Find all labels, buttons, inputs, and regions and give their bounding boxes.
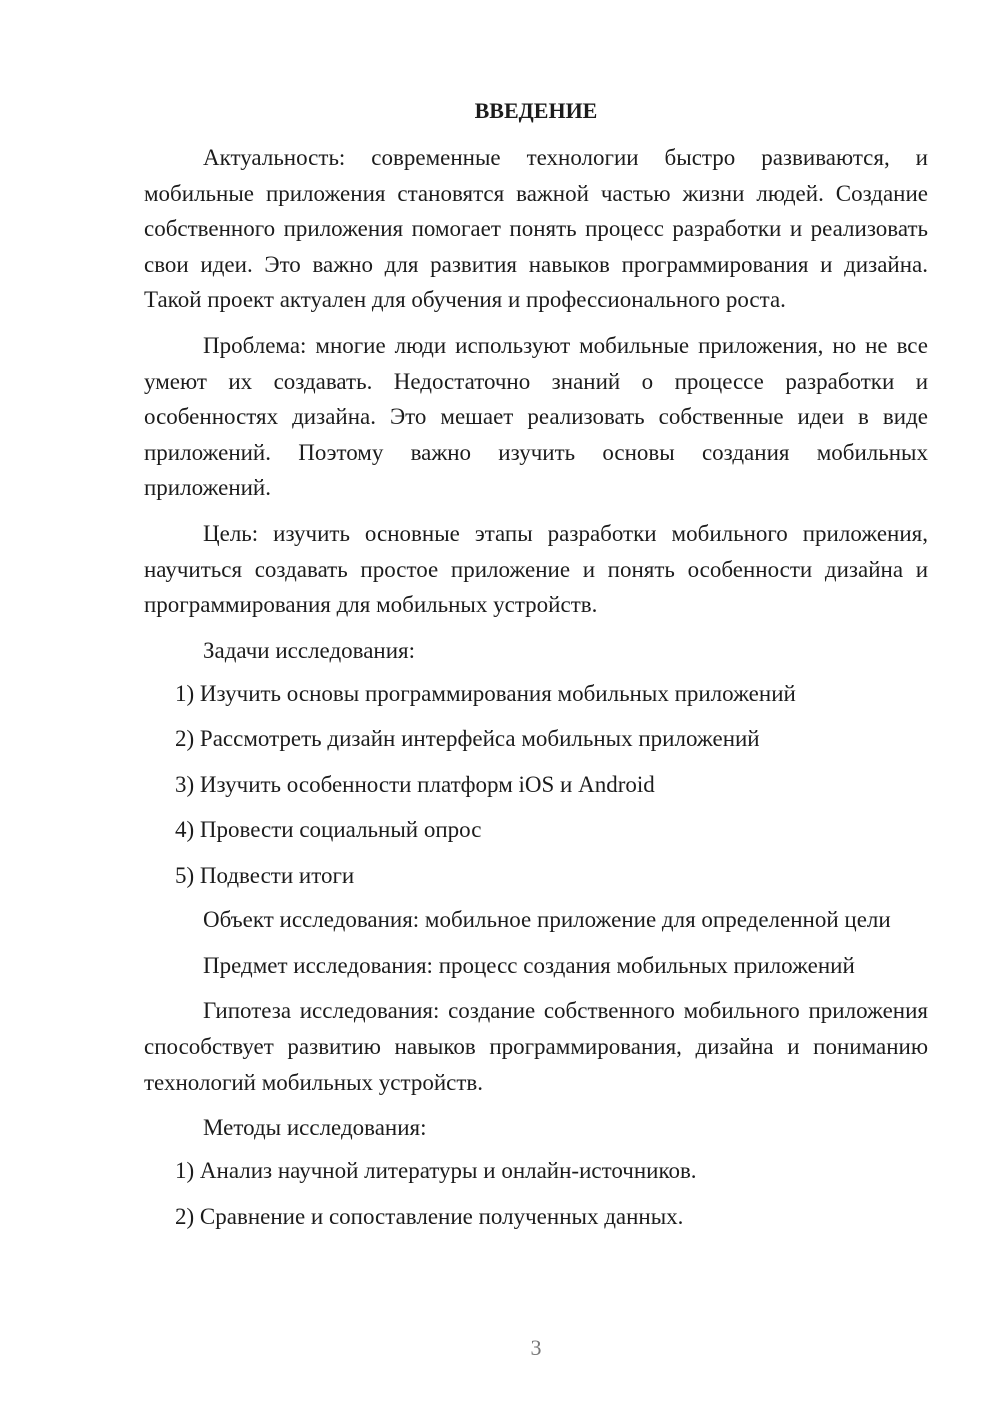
- list-item: 2) Рассмотреть дизайн интерфейса мобильных приложений: [175, 726, 760, 752]
- problem-paragraph: Проблема: многие люди используют мобильные приложения, но не все умеют их создавать. Недостаточно знаний о процессе разработки и особенностях дизайна. Это мешает реализовать собственные идеи в виде приложений. Поэтому важно изучить основы создания мобильных приложений.: [144, 332, 928, 501]
- methods-heading: Методы исследования:: [203, 1115, 427, 1141]
- object-paragraph: Объект исследования: мобильное приложение для определенной цели: [203, 907, 891, 933]
- page-number: 3: [530, 1335, 542, 1360]
- goal-paragraph: Цель: изучить основные этапы разработки мобильного приложения, научиться создавать простое приложение и понять особенности дизайна и программирования для мобильных устройств.: [144, 520, 928, 618]
- list-item: 2) Сравнение и сопоставление полученных данных.: [175, 1203, 684, 1229]
- list-item: 1) Изучить основы программирования мобильных приложений: [175, 680, 796, 706]
- methods-list: [144, 1148, 928, 1239]
- list-item: 3) Изучить особенности платформ iOS и Android: [175, 771, 655, 797]
- list-item: 1) Анализ научной литературы и онлайн-источников.: [175, 1158, 697, 1184]
- tasks-list: [144, 671, 928, 899]
- tasks-heading: Задачи исследования:: [203, 637, 416, 663]
- list-item: 4) Провести социальный опрос: [175, 817, 482, 843]
- subject-paragraph: Предмет исследования: процесс создания мобильных приложений: [203, 952, 855, 978]
- relevance-paragraph: Актуальность: современные технологии быстро развиваются, и мобильные приложения становятся важной частью жизни людей. Создание собственного приложения помогает понять процесс разработки и реализовать свои идеи. Это важно для развития навыков программирования и дизайна. Такой проект актуален для обучения и профессионального роста.: [144, 145, 928, 313]
- document-page: [144, 96, 928, 1239]
- hypothesis-paragraph: Гипотеза исследования: создание собственного мобильного приложения способствует развитию навыков программирования, дизайна и пониманию технологий мобильных устройств.: [144, 998, 928, 1095]
- document-title: ВВЕДЕНИЕ: [474, 98, 598, 123]
- list-item: 5) Подвести итоги: [175, 862, 355, 888]
